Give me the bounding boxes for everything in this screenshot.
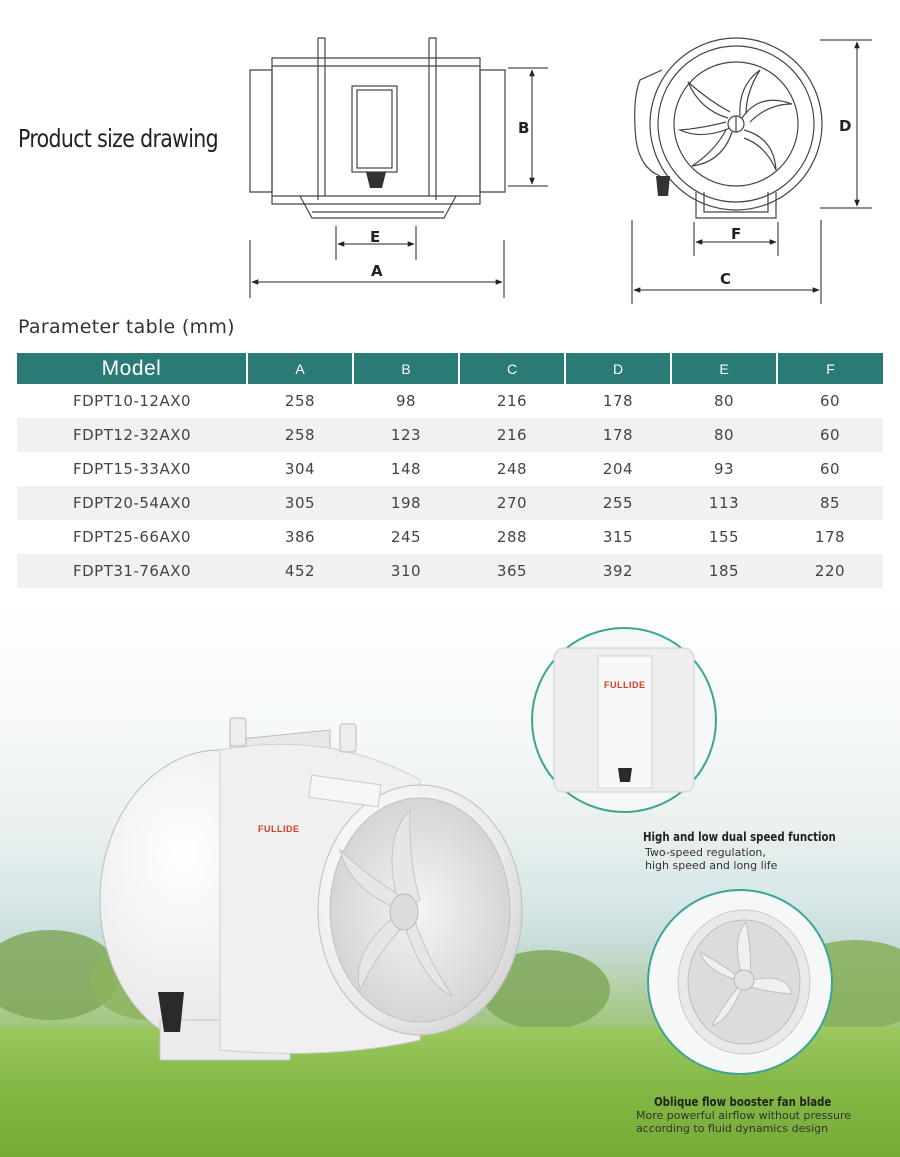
dim-label-D: D xyxy=(839,117,852,135)
table-row xyxy=(17,486,883,520)
cell-A: 258 xyxy=(247,418,353,452)
table-row xyxy=(17,520,883,554)
size-drawing xyxy=(0,0,900,310)
cell-E: 185 xyxy=(671,554,777,588)
header-A: A xyxy=(247,353,353,384)
feature-1-line-1: Two-speed regulation, xyxy=(645,846,766,859)
cell-A: 304 xyxy=(284,460,316,478)
cell-B: 148 xyxy=(390,460,422,478)
table-row xyxy=(17,452,883,486)
inset-front-view xyxy=(648,890,832,1074)
cell-C: 216 xyxy=(459,418,565,452)
table-header-row xyxy=(17,353,883,384)
cell-model: FDPT10-12AX0 xyxy=(72,392,192,410)
header-D: D xyxy=(565,353,671,384)
cell-E: 93 xyxy=(713,460,735,478)
inset-brand-logo: FULLIDE xyxy=(604,680,646,690)
header-E: E xyxy=(671,353,777,384)
cell-B: 198 xyxy=(353,486,459,520)
dim-label-C: C xyxy=(720,270,732,288)
header-C: C xyxy=(459,353,565,384)
cell-D: 204 xyxy=(602,460,634,478)
cell-F: 85 xyxy=(777,486,883,520)
cell-C: 270 xyxy=(459,486,565,520)
cell-A: 305 xyxy=(247,486,353,520)
cell-E: 80 xyxy=(713,392,735,410)
product-photo-area xyxy=(0,600,900,1157)
drawing-title: Product size drawing xyxy=(18,124,218,153)
main-fan-image xyxy=(100,718,522,1060)
cell-D: 392 xyxy=(565,554,671,588)
cell-E: 80 xyxy=(671,418,777,452)
cell-D: 255 xyxy=(565,486,671,520)
cell-D: 315 xyxy=(602,528,634,546)
cell-F: 60 xyxy=(819,392,841,410)
cell-model: FDPT20-54AX0 xyxy=(17,486,247,520)
cell-F: 178 xyxy=(814,528,846,546)
header-F: F xyxy=(777,353,883,384)
table-row xyxy=(17,554,883,588)
cell-C: 288 xyxy=(496,528,528,546)
feature-2-title: Oblique flow booster fan blade xyxy=(654,1095,832,1109)
cell-model: FDPT15-33AX0 xyxy=(72,460,192,478)
dim-label-E: E xyxy=(370,228,381,246)
cell-B: 98 xyxy=(395,392,417,410)
cell-model: FDPT12-32AX0 xyxy=(17,418,247,452)
cell-model: FDPT31-76AX0 xyxy=(17,554,247,588)
cell-E: 113 xyxy=(671,486,777,520)
cell-B: 245 xyxy=(390,528,422,546)
cell-model: FDPT25-66AX0 xyxy=(72,528,192,546)
table-title: Parameter table (mm) xyxy=(18,316,235,338)
feature-2-line-1: More powerful airflow without pressure xyxy=(636,1109,851,1122)
cell-E: 155 xyxy=(708,528,740,546)
cell-B: 123 xyxy=(353,418,459,452)
cell-C: 248 xyxy=(496,460,528,478)
product-illustration xyxy=(0,600,900,1157)
feature-2-line-2: according to fluid dynamics design xyxy=(636,1122,829,1135)
cell-D: 178 xyxy=(602,392,634,410)
cell-C: 216 xyxy=(496,392,528,410)
cell-F: 60 xyxy=(777,418,883,452)
table-row xyxy=(17,384,883,418)
cell-A: 258 xyxy=(284,392,316,410)
side-view-drawing xyxy=(250,38,505,218)
cell-F: 60 xyxy=(819,460,841,478)
cell-F: 220 xyxy=(777,554,883,588)
brand-logo: FULLIDE xyxy=(258,824,300,834)
header-model: Model xyxy=(17,353,247,384)
inset-cable-gland-icon xyxy=(618,768,632,782)
cell-B: 310 xyxy=(353,554,459,588)
table-row xyxy=(17,418,883,452)
parameter-table xyxy=(17,353,883,588)
header-B: B xyxy=(353,353,459,384)
cable-gland-icon xyxy=(366,172,386,188)
feature-1-title: High and low dual speed function xyxy=(643,830,836,844)
cell-A: 386 xyxy=(284,528,316,546)
dim-label-B: B xyxy=(518,119,530,137)
cell-D: 178 xyxy=(565,418,671,452)
front-cable-gland-icon xyxy=(656,176,670,196)
inset-side-view xyxy=(532,628,716,812)
feature-1-line-2: high speed and long life xyxy=(645,859,778,872)
cell-A: 452 xyxy=(247,554,353,588)
cell-C: 365 xyxy=(459,554,565,588)
dim-label-F: F xyxy=(731,225,742,243)
dim-label-A: A xyxy=(371,262,383,280)
